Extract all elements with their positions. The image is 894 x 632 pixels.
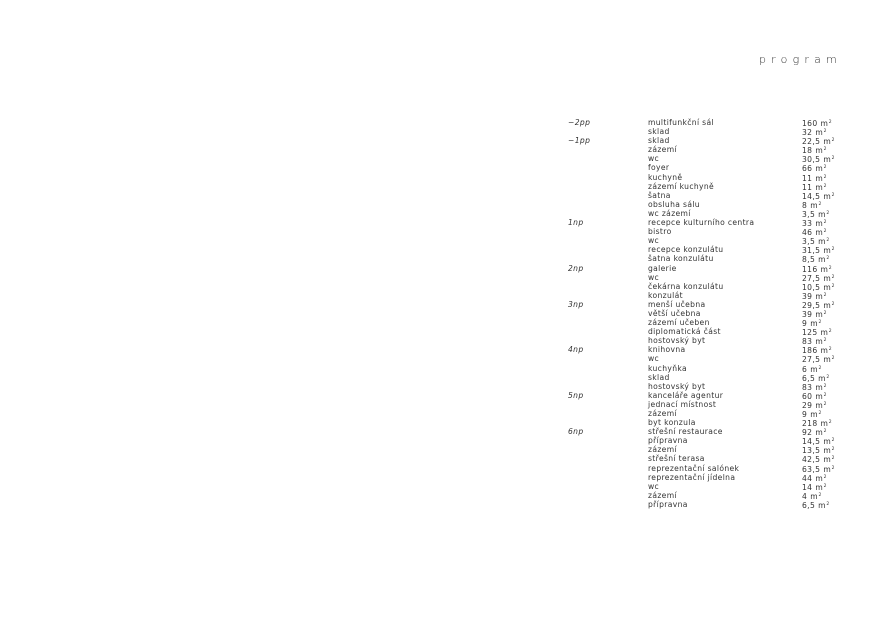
- area-value: 11: [802, 173, 813, 183]
- area-unit-exponent: 2: [823, 338, 827, 344]
- room-name: wc zázemí: [648, 208, 691, 218]
- program-row: [568, 136, 858, 145]
- area-value: 14,5: [802, 437, 821, 447]
- area-value: 42,5: [802, 455, 821, 465]
- room-name: kuchyně: [648, 172, 683, 182]
- room-name: galerie: [648, 263, 677, 273]
- program-row: [568, 300, 858, 309]
- area-value: 6,5: [802, 500, 816, 510]
- area-unit-exponent: 2: [828, 120, 833, 125]
- area-unit-base: m: [815, 219, 824, 229]
- area-value: 30,5: [802, 155, 821, 165]
- area-unit-exponent: 2: [831, 356, 835, 362]
- area-unit-exponent: 2: [823, 229, 827, 235]
- area-unit-base: m: [818, 373, 826, 383]
- area-unit-exponent: 2: [823, 383, 827, 389]
- room-name: sklad: [648, 136, 670, 146]
- area-unit-exponent: 2: [831, 274, 835, 280]
- program-row: [568, 318, 858, 327]
- area-unit-exponent: 2: [831, 456, 835, 462]
- area-unit-exponent: 2: [831, 247, 835, 253]
- area-unit-exponent: 2: [831, 447, 835, 453]
- area-unit-exponent: 2: [823, 174, 827, 180]
- program-row: [568, 163, 858, 172]
- room-name: obsluha sálu: [648, 199, 700, 209]
- area-unit-base: m: [815, 400, 824, 410]
- page-title: program: [759, 53, 842, 66]
- program-row: [568, 145, 858, 154]
- area-value: 125: [802, 328, 818, 338]
- area-unit-exponent: 2: [823, 474, 827, 480]
- area-unit-base: m: [823, 437, 832, 447]
- program-row: [568, 482, 858, 491]
- program-row: [568, 427, 858, 436]
- area-unit-exponent: 2: [831, 438, 835, 444]
- area-unit-base: m: [823, 273, 832, 283]
- program-row: [568, 327, 858, 336]
- room-name: zázemí: [648, 490, 677, 500]
- area-unit-base: m: [818, 237, 826, 247]
- room-name: kanceláře agentur: [648, 390, 724, 400]
- room-name: střešní restaurace: [648, 427, 723, 437]
- program-row: [568, 127, 858, 136]
- area-unit-base: m: [823, 464, 832, 474]
- area-unit-base: m: [818, 255, 826, 265]
- room-name: zázemí kuchyně: [648, 181, 715, 191]
- area-value: 29,5: [802, 300, 821, 310]
- area-unit-exponent: 2: [823, 292, 827, 298]
- area-unit-base: m: [820, 328, 829, 338]
- room-name: wc: [648, 154, 660, 164]
- area-unit-exponent: 2: [823, 310, 827, 316]
- area-value: 46: [802, 228, 813, 238]
- area-unit-base: m: [815, 164, 824, 174]
- room-name: šatna konzulátu: [648, 254, 714, 264]
- area-unit-base: m: [823, 282, 832, 292]
- program-row: [568, 345, 858, 354]
- floor-label: 2np: [568, 263, 584, 273]
- area-value: 18: [802, 146, 813, 156]
- area-unit-exponent: 2: [826, 256, 830, 262]
- area-unit-base: m: [823, 137, 832, 147]
- area-unit-base: m: [815, 337, 824, 347]
- program-row: [568, 245, 858, 254]
- area-value: 8: [802, 200, 808, 210]
- room-name: bistro: [648, 227, 672, 237]
- area-value: 9: [802, 319, 808, 329]
- room-name: recepce konzulátu: [648, 245, 724, 255]
- area-value: 9: [802, 410, 808, 419]
- area-value: 13,5: [802, 446, 821, 456]
- area-unit-base: m: [815, 128, 824, 138]
- area-value: 39: [802, 291, 813, 301]
- area-value: 10,5: [802, 282, 821, 292]
- area-unit-base: m: [823, 246, 832, 256]
- area-unit-exponent: 2: [831, 301, 835, 307]
- area-unit-base: m: [818, 209, 826, 219]
- program-row: [568, 236, 858, 245]
- room-name: reprezentační jídelna: [648, 472, 736, 482]
- program-row: [568, 118, 858, 127]
- area-unit-base: m: [810, 491, 818, 501]
- area-value: 66: [802, 164, 813, 174]
- room-name: zázemí: [648, 145, 677, 155]
- area-unit-exponent: 2: [828, 329, 833, 335]
- area-value: 6,5: [802, 373, 816, 383]
- room-name: zázemí: [648, 409, 677, 418]
- area-value: 63,5: [802, 464, 821, 474]
- program-row: [568, 473, 858, 482]
- area-value: 14,5: [802, 191, 821, 201]
- program-row: [568, 409, 858, 418]
- area-value: 83: [802, 382, 813, 392]
- area-value: 92: [802, 428, 813, 438]
- area-unit-exponent: 2: [823, 165, 827, 171]
- floor-label: −2pp: [568, 118, 591, 127]
- program-row: [568, 364, 858, 373]
- area-value: 8,5: [802, 255, 816, 265]
- program-row: [568, 254, 858, 263]
- program-table: [568, 118, 858, 509]
- area-unit-exponent: 2: [818, 201, 822, 207]
- floor-label: 6np: [568, 427, 584, 437]
- area-unit-base: m: [823, 446, 832, 456]
- area-unit-base: m: [820, 346, 829, 356]
- program-row: [568, 500, 858, 509]
- area-unit-exponent: 2: [831, 192, 835, 198]
- room-name: menší učebna: [648, 299, 706, 309]
- area-value: 39: [802, 309, 813, 319]
- area-unit-base: m: [815, 428, 824, 438]
- area-unit-base: m: [815, 382, 824, 392]
- room-name: větší učebna: [648, 308, 701, 318]
- area-value: 27,5: [802, 355, 821, 365]
- room-name: recepce kulturního centra: [648, 218, 755, 228]
- area-unit-exponent: 2: [831, 465, 835, 471]
- room-name: šatna: [648, 190, 671, 200]
- program-row: [568, 291, 858, 300]
- floor-label: 4np: [568, 345, 584, 355]
- area-unit-exponent: 2: [818, 365, 822, 371]
- room-name: sklad: [648, 372, 670, 382]
- area-value: 83: [802, 337, 813, 347]
- area-unit: [818, 501, 829, 510]
- room-name: střešní terasa: [648, 454, 705, 464]
- area-unit-exponent: 2: [831, 283, 835, 289]
- area-value: 31,5: [802, 246, 821, 256]
- floor-label: 3np: [568, 299, 584, 309]
- area-unit-exponent: 2: [823, 429, 827, 435]
- area-unit-exponent: 2: [826, 238, 830, 244]
- area-unit-base: m: [810, 319, 818, 329]
- program-row: [568, 400, 858, 409]
- room-name: sklad: [648, 127, 670, 137]
- area-unit-exponent: 2: [823, 147, 827, 153]
- program-row: [568, 391, 858, 400]
- room-name: čekárna konzulátu: [648, 281, 724, 291]
- area-unit-exponent: 2: [823, 129, 827, 135]
- room-name: reprezentační salónek: [648, 463, 740, 473]
- area-unit-base: m: [820, 264, 829, 274]
- area-unit-exponent: 2: [828, 265, 833, 271]
- room-name: diplomatická část: [648, 327, 721, 337]
- area-unit-base: m: [815, 309, 824, 319]
- program-row: [568, 218, 858, 227]
- area-unit-base: m: [815, 146, 824, 156]
- area-value: 116: [802, 264, 818, 274]
- program-row: [568, 200, 858, 209]
- area-unit-base: m: [815, 173, 824, 183]
- program-row: [568, 282, 858, 291]
- area-value: 160: [802, 119, 818, 128]
- area-unit-exponent: 2: [823, 401, 827, 407]
- area-value: 44: [802, 473, 813, 483]
- area-unit-exponent: 2: [828, 347, 833, 353]
- room-name: wc: [648, 236, 660, 246]
- area-value: 186: [802, 346, 818, 356]
- program-row: [568, 454, 858, 463]
- program-row: [568, 182, 858, 191]
- area-unit-base: m: [810, 200, 818, 210]
- area-value: 22,5: [802, 137, 821, 147]
- room-name: hostovský byt: [648, 381, 706, 391]
- area-value: 3,5: [802, 209, 816, 219]
- area-unit-base: m: [815, 291, 824, 301]
- area-value: 218: [802, 419, 818, 429]
- area-unit-base: m: [823, 300, 832, 310]
- room-name: jednací místnost: [648, 399, 717, 409]
- area-unit-exponent: 2: [823, 392, 827, 398]
- area-unit-base: m: [810, 410, 818, 419]
- program-row: [568, 382, 858, 391]
- room-name: foyer: [648, 163, 670, 173]
- area-value: 14: [802, 482, 813, 492]
- program-row: [568, 264, 858, 273]
- room-name: wc: [648, 354, 660, 364]
- program-row: [568, 173, 858, 182]
- room-name: zázemí: [648, 445, 677, 455]
- area-unit-exponent: 2: [826, 501, 830, 507]
- area-unit-exponent: 2: [818, 411, 822, 416]
- area-unit-base: m: [823, 355, 832, 365]
- program-row: [568, 309, 858, 318]
- area-value: 33: [802, 219, 813, 229]
- area-value: 60: [802, 391, 813, 401]
- program-row: [568, 154, 858, 163]
- program-row: [568, 491, 858, 500]
- area-unit-base: m: [820, 419, 829, 429]
- room-name: kuchyňka: [648, 363, 687, 373]
- program-row: [568, 464, 858, 473]
- floor-label: 5np: [568, 390, 584, 400]
- room-area: [802, 500, 830, 510]
- area-value: 32: [802, 128, 813, 138]
- area-unit-exponent: 2: [823, 483, 827, 489]
- program-row: [568, 227, 858, 236]
- area-unit-base: m: [815, 228, 824, 238]
- area-unit-base: m: [815, 482, 824, 492]
- area-unit-base: m: [810, 364, 818, 374]
- area-unit-base: m: [823, 191, 832, 201]
- program-row: [568, 336, 858, 345]
- room-name: multifunkční sál: [648, 118, 714, 127]
- program-row: [568, 191, 858, 200]
- area-value: 27,5: [802, 273, 821, 283]
- program-row: [568, 445, 858, 454]
- area-unit-base: m: [818, 500, 826, 510]
- area-unit-exponent: 2: [823, 183, 827, 189]
- program-row: [568, 418, 858, 427]
- program-row: [568, 436, 858, 445]
- room-name: byt konzula: [648, 418, 696, 428]
- area-unit-exponent: 2: [831, 138, 835, 144]
- area-unit-exponent: 2: [831, 156, 835, 162]
- area-unit-base: m: [820, 119, 829, 128]
- area-value: 4: [802, 491, 808, 501]
- program-row: [568, 373, 858, 382]
- floor-label: 1np: [568, 218, 584, 228]
- room-name: wc: [648, 481, 660, 491]
- program-row: [568, 273, 858, 282]
- room-name: konzulát: [648, 290, 683, 300]
- floor-label: −1pp: [568, 136, 591, 146]
- area-unit-base: m: [815, 391, 824, 401]
- area-unit-base: m: [823, 455, 832, 465]
- area-unit-base: m: [823, 155, 832, 165]
- area-unit-base: m: [815, 473, 824, 483]
- area-value: 29: [802, 400, 813, 410]
- room-name: knihovna: [648, 345, 686, 355]
- area-unit-exponent: 2: [828, 420, 833, 426]
- room-name: wc: [648, 272, 660, 282]
- area-unit-base: m: [815, 182, 824, 192]
- program-row: [568, 354, 858, 363]
- area-unit-exponent: 2: [818, 492, 822, 498]
- area-value: 3,5: [802, 237, 816, 247]
- room-name: přípravna: [648, 499, 688, 509]
- area-value: 6: [802, 364, 808, 374]
- room-name: přípravna: [648, 436, 688, 446]
- room-name: hostovský byt: [648, 336, 706, 346]
- program-row: [568, 209, 858, 218]
- area-unit-exponent: 2: [826, 374, 830, 380]
- area-unit-exponent: 2: [826, 210, 830, 216]
- area-value: 11: [802, 182, 813, 192]
- room-name: zázemí učeben: [648, 318, 710, 328]
- area-unit-exponent: 2: [818, 320, 822, 326]
- area-unit-exponent: 2: [823, 220, 827, 226]
